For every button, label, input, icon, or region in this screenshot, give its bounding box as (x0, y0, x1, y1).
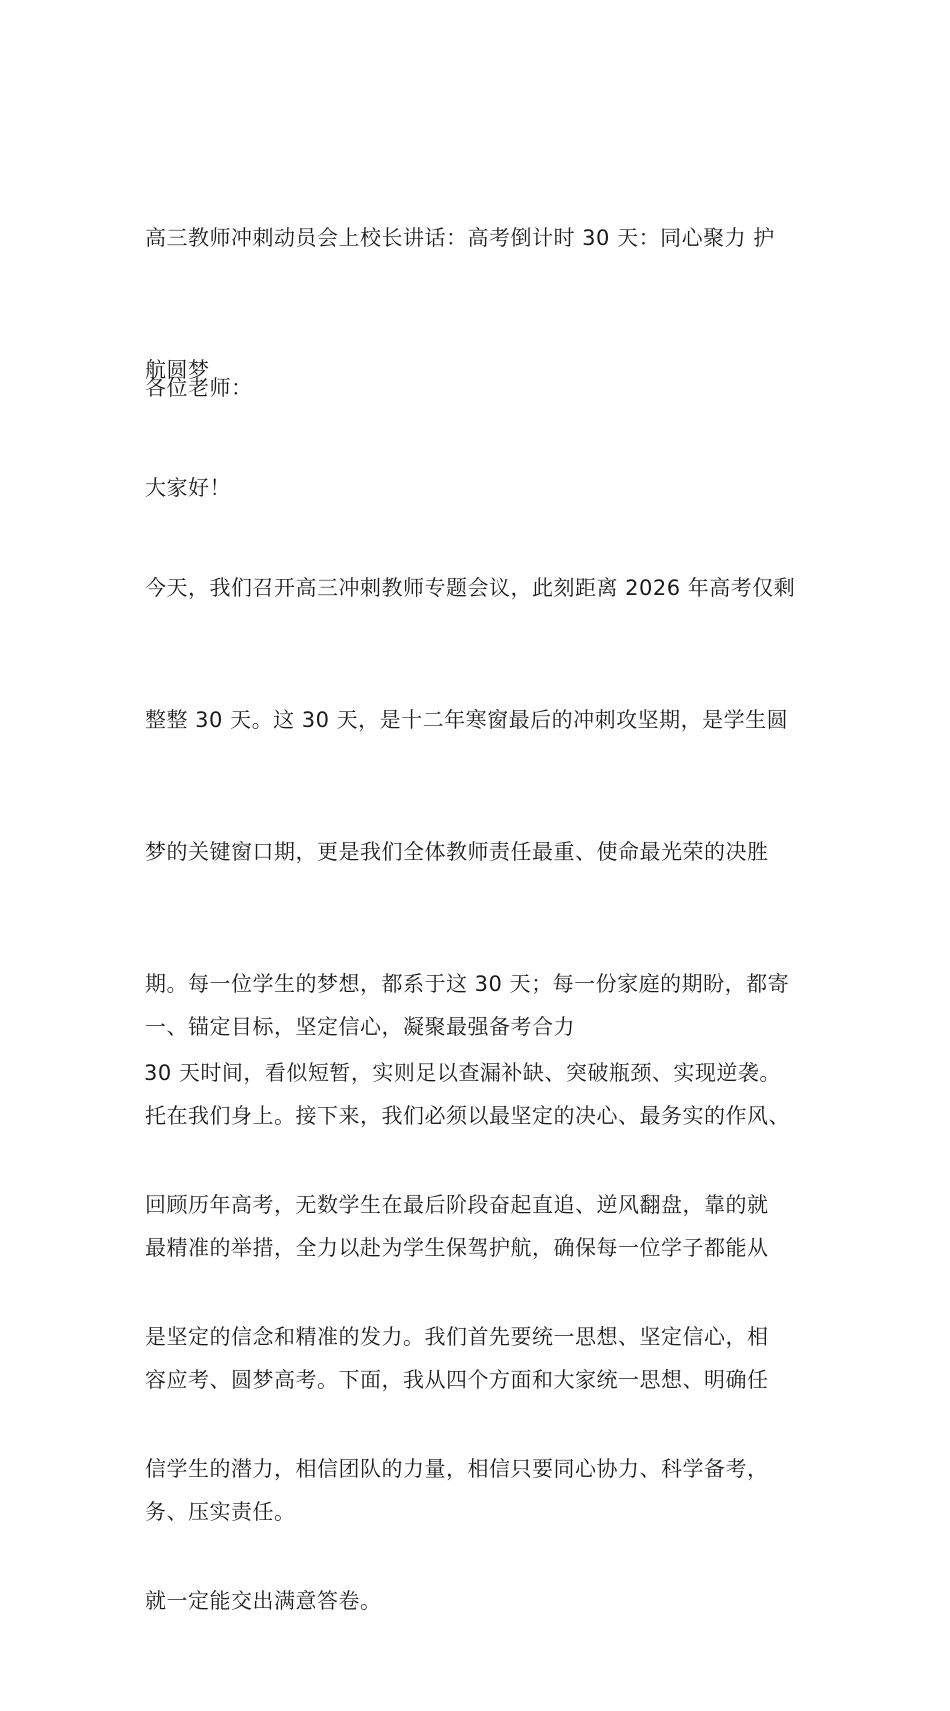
paragraph-line: 容应考、圆梦高考。下面，我从四个方面和大家统一思想、明确任 (145, 1368, 769, 1392)
paragraph-line: 最精准的举措，全力以赴为学生保驾护航，确保每一位学子都能从 (145, 1236, 769, 1260)
greeting-text: 大家好！ (145, 476, 231, 500)
paragraph-line: 期。每一位学生的梦想，都系于这 30 天；每一份家庭的期盼，都寄 (145, 972, 790, 996)
section-paragraph (145, 963, 825, 1711)
salutation-text: 各位老师： (145, 376, 253, 400)
paragraph-line: 回顾历年高考，无数学生在最后阶段奋起直追、逆风翻盘，靠的就 (145, 1193, 769, 1217)
title-line: 高三教师冲刺动员会上校长讲话：高考倒计时 30 天：同心聚力 护 (145, 226, 775, 250)
paragraph-line: 是坚定的信念和精准的发力。我们首先要统一思想、坚定信心，相 (145, 1325, 769, 1349)
paragraph-line: 今天，我们召开高三冲刺教师专题会议，此刻距离 2026 年高考仅剩 (145, 576, 796, 600)
paragraph-line: 30 天时间，看似短暂，实则足以查漏补缺、突破瓶颈、实现逆袭。 (144, 1061, 781, 1085)
paragraph-line: 信学生的潜力，相信团队的力量，相信只要同心协力、科学备考， (145, 1457, 769, 1481)
paragraph-line: 整整 30 天。这 30 天，是十二年寒窗最后的冲刺攻坚期，是学生圆 (145, 708, 789, 732)
section-heading-text: 一、锚定目标，坚定信心，凝聚最强备考合力 (145, 1015, 575, 1039)
paragraph-line: 托在我们身上。接下来，我们必须以最坚定的决心、最务实的作风、 (145, 1104, 790, 1128)
paragraph-line: 就一定能交出满意答卷。 (145, 1589, 382, 1613)
paragraph-line: 梦的关键窗口期，更是我们全体教师责任最重、使命最光荣的决胜 (145, 840, 769, 864)
title-line: 航圆梦 (145, 358, 210, 382)
paragraph-line: 务、压实责任。 (145, 1500, 296, 1524)
